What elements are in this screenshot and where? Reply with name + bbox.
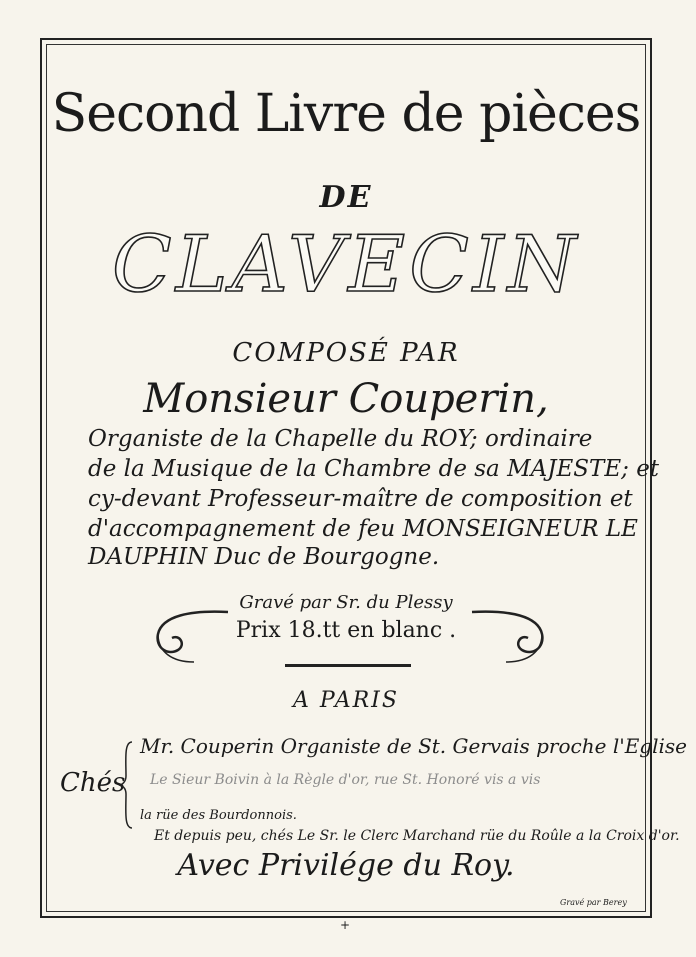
brace-ornament — [118, 740, 134, 830]
engraved-by: Gravé par Sr. du Plessy — [239, 592, 453, 613]
description-line: d'accompagnement de feu MONSEIGNEUR LE — [88, 516, 638, 542]
description-line: de la Musique de la Chambre de sa MAJESTE; et — [88, 456, 660, 482]
privilege: Avec Privilége du Roy. — [177, 848, 515, 883]
price: Prix 18.tt en blanc . — [235, 618, 457, 643]
composer-name: Monsieur Couperin, — [143, 376, 549, 422]
engraver-credit: Gravé par Berey — [560, 898, 627, 907]
seller-line: Et depuis peu, chés Le Sr. le Clerc Marchand rüe du Roûle a la Croix d'or. — [154, 828, 680, 844]
seller-line: Mr. Couperin Organiste de St. Gervais proche l'Eglise — [140, 734, 688, 758]
description-line: DAUPHIN Duc de Bourgogne. — [88, 544, 440, 570]
seller-line: Le Sieur Boivin à la Règle d'or, rue St. Honoré vis a vis — [150, 772, 541, 788]
sellers-label: Chés — [60, 768, 126, 798]
title-line-1: Second Livre de pièces — [51, 84, 641, 144]
fleuron-ornament: + — [340, 918, 351, 932]
city: A PARIS — [293, 688, 399, 713]
title-line-2: DE — [319, 180, 373, 215]
description-line: Organiste de la Chapelle du ROY; ordinaire — [88, 426, 593, 452]
description-line: cy-devant Professeur-maître de composition et — [88, 486, 633, 512]
divider-rule — [285, 664, 411, 667]
title-clavecin: CLAVECIN — [112, 220, 580, 310]
seller-line: la rüe des Bourdonnois. — [140, 808, 297, 823]
compose-par: COMPOSÉ PAR — [232, 338, 460, 368]
